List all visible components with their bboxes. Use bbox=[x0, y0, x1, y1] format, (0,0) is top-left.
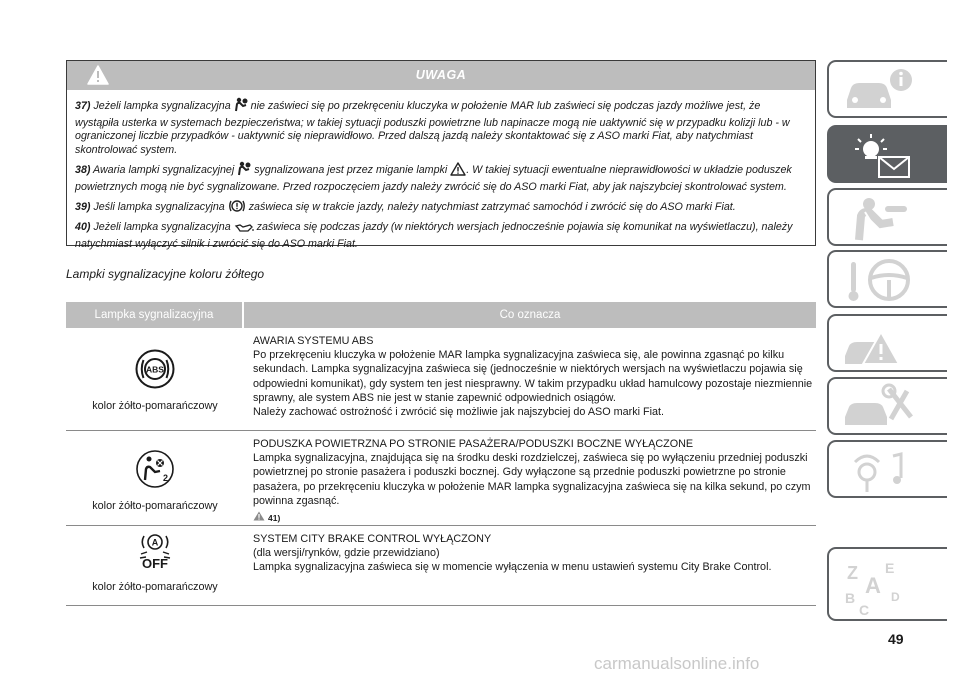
table-row bbox=[66, 526, 816, 606]
brake-warning-icon bbox=[228, 199, 246, 218]
city-brake-off-icon bbox=[132, 533, 178, 576]
note-text: Jeżeli lampka sygnalizacyjna bbox=[93, 221, 231, 234]
svg-text:2: 2 bbox=[163, 473, 169, 483]
table-row bbox=[66, 431, 816, 526]
meaning-cell bbox=[244, 431, 816, 525]
note-text: nie zaświeci się po przekręceniu kluczyka w położenie MAR lub zaświeci się podczas jazdy możliwe jest, że wystąpiła usterka w systemach bezpieczeństwa; w takiej sytuacji poduszki powietrzne lub napinacze mogą nie uaktywnić się w przypadku kolizji lub - w ograniczonej liczbie przypadków - uaktywnić się nieprawidłowo. Przed dalszą jazdą należy skontaktować się z ASO marki Fiat, aby natychmiast skontrolować system. bbox=[75, 100, 790, 156]
row-subtitle: (dla wersji/rynków, gdzie przewidziano) bbox=[253, 547, 440, 560]
svg-text:A: A bbox=[865, 573, 881, 598]
warning-box bbox=[66, 60, 816, 250]
color-label: kolor żółto-pomarańczowy bbox=[92, 500, 218, 512]
table-header bbox=[66, 302, 816, 328]
svg-text:B: B bbox=[845, 590, 856, 606]
note-number: 39) bbox=[75, 200, 91, 213]
airbag-indicator-icon bbox=[237, 161, 251, 181]
column-header-meaning: Co oznacza bbox=[499, 309, 561, 321]
row-title: SYSTEM CITY BRAKE CONTROL WYŁĄCZONY bbox=[253, 533, 492, 545]
row-text: Należy zachować ostrożność i zwrócić się możliwie jak najszybciej do ASO marki Fiat. bbox=[253, 406, 665, 419]
nav-tab-maintenance[interactable] bbox=[827, 377, 947, 435]
light-cell bbox=[66, 328, 244, 430]
reference-line bbox=[253, 511, 816, 525]
svg-text:E: E bbox=[885, 560, 895, 576]
note-text: zaświeca się podczas jazdy (w niektórych wersjach jednocześnie pojawia się komunikat na wyświetlaczu), należy natychmiast wyłączyć silnik i zwrócić się do ASO marki Fiat. bbox=[75, 221, 793, 250]
color-label: kolor żółto-pomarańczowy bbox=[92, 400, 218, 412]
nav-tab-starting-driving[interactable] bbox=[827, 250, 947, 308]
nav-tab-multimedia[interactable] bbox=[827, 440, 947, 498]
warning-light-envelope-icon bbox=[841, 131, 937, 181]
multimedia-icon bbox=[841, 446, 937, 496]
svg-text:D: D bbox=[891, 590, 900, 604]
meaning-cell bbox=[244, 328, 816, 430]
page-number: 49 bbox=[888, 631, 904, 647]
note-37 bbox=[75, 97, 807, 157]
nav-tab-safety[interactable] bbox=[827, 188, 947, 246]
svg-text:Z: Z bbox=[847, 563, 858, 583]
svg-text:C: C bbox=[859, 602, 870, 618]
general-warning-icon bbox=[450, 162, 466, 181]
car-info-icon bbox=[841, 66, 937, 114]
color-label: kolor żółto-pomarańczowy bbox=[92, 581, 218, 593]
warning-body bbox=[67, 90, 815, 251]
note-number: 38) bbox=[75, 164, 91, 177]
note-number: 37) bbox=[75, 100, 91, 112]
nav-tab-car-info[interactable] bbox=[827, 60, 947, 118]
note-text: Awaria lampki sygnalizacyjnej bbox=[93, 164, 235, 177]
alphabet-index-icon bbox=[841, 553, 937, 619]
section-heading: Lampki sygnalizacyjne koloru żółtego bbox=[66, 267, 265, 281]
reference-number: 41) bbox=[268, 513, 281, 524]
column-header-light: Lampka sygnalizacyjna bbox=[94, 309, 214, 321]
row-title: AWARIA SYSTEMU ABS bbox=[253, 335, 374, 347]
note-text: zaświeca się w trakcie jazdy, należy natychmiast zatrzymać samochód i zwrócić się do ASO marki Fiat. bbox=[248, 200, 736, 213]
note-text: Jeżeli lampka sygnalizacyjna bbox=[93, 100, 231, 112]
table-row bbox=[66, 328, 816, 431]
warning-lights-table bbox=[66, 302, 816, 606]
airbag-indicator-icon bbox=[234, 97, 248, 117]
abs-warning-icon bbox=[135, 349, 175, 394]
note-text: sygnalizowana jest przez miganie lampki bbox=[254, 164, 448, 177]
car-service-tools-icon bbox=[841, 383, 937, 433]
warning-header bbox=[67, 61, 815, 90]
note-text: Jeśli lampka sygnalizacyjna bbox=[93, 200, 225, 213]
note-40 bbox=[75, 221, 807, 251]
steering-wheel-key-icon bbox=[841, 256, 937, 306]
warning-title: UWAGA bbox=[415, 68, 467, 82]
oil-pressure-icon bbox=[234, 221, 254, 238]
nav-tab-index[interactable] bbox=[827, 547, 947, 621]
row-title: PODUSZKA POWIETRZNA PO STRONIE PASAŻERA/PODUSZKI BOCZNE WYŁĄCZONE bbox=[253, 438, 694, 450]
row-text: Po przekręceniu kluczyka w położenie MAR lampka sygnalizacyjna zaświeca się, ale powinna zgasnąć po kilku sekundach. Lampka sygnalizacyjna zaświeca się (jednocześnie w niektórych wersjach na wyświetlaczu pojawia się odpowiedni komunikat), gdy system ten jest niesprawny. W takim przypadku układ hamulcowy pozostaje niezmiennie sprawny, ale system ABS nie jest w stanie zapewnić odpowiednich osiągów. bbox=[253, 349, 813, 404]
note-text: . W takiej sytuacji ewentualne nieprawidłowości w układzie poduszek powietrznych mogą nie być sygnalizowane. Przed rozpoczęciem jazdy należy zwrócić się do ASO marki Fiat, aby jak najszybciej skontrolować system. bbox=[75, 164, 792, 193]
svg-text:OFF: OFF bbox=[142, 556, 168, 571]
row-text: Lampka sygnalizacyjna zaświeca się w momencie wyłączenia w menu ustawień systemu City Brake Control. bbox=[253, 561, 772, 574]
warning-triangle-icon bbox=[253, 511, 265, 525]
passenger-airbag-off-icon bbox=[136, 449, 174, 494]
note-39 bbox=[75, 199, 807, 218]
svg-text:A: A bbox=[151, 537, 159, 548]
note-number: 40) bbox=[75, 221, 91, 234]
car-emergency-icon bbox=[841, 320, 937, 370]
nav-tab-emergency[interactable] bbox=[827, 314, 947, 372]
svg-text:ABS: ABS bbox=[146, 364, 164, 375]
row-text: Lampka sygnalizacyjna, znajdująca się na środku deski rozdzielczej, zaświeca się po wyłączeniu przedniej poduszki powietrznej po stronie pasażera i poduszki bocznej. Gdy wyłączone są przednie poduszki powietrzne po stronie pasażera, po przekręceniu kluczyka w położenie MAR lampka sygnalizacyjna zaświeca się na kilka sekund, po czym powinna zgasnąć. bbox=[253, 452, 811, 507]
light-cell bbox=[66, 431, 244, 525]
note-38 bbox=[75, 161, 807, 194]
nav-tab-warning-lights[interactable] bbox=[827, 125, 947, 183]
seat-belt-safety-icon bbox=[841, 194, 937, 244]
light-cell bbox=[66, 526, 244, 605]
meaning-cell bbox=[244, 526, 816, 605]
watermark: carmanualsonline.info bbox=[594, 654, 760, 673]
